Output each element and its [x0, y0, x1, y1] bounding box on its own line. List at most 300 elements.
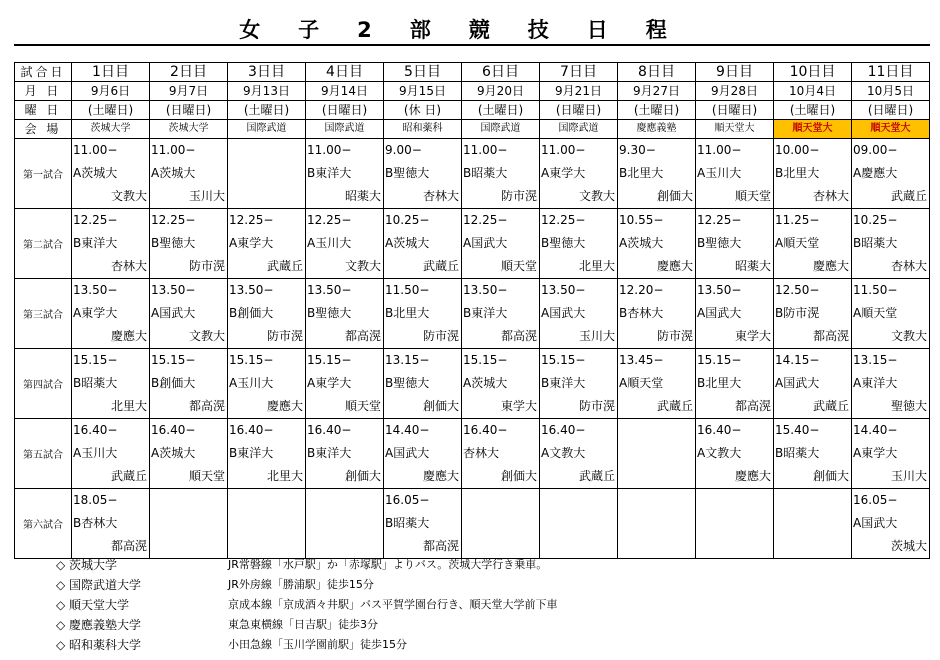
team-b: 慶應大 — [656, 259, 693, 273]
team-a: B聖徳大 — [697, 236, 742, 250]
match-time: 11.25− — [775, 213, 820, 227]
team-b: 順天堂 — [500, 259, 537, 273]
match-cell — [618, 139, 696, 209]
match-time: 16.40− — [73, 423, 118, 437]
match-time: 12.25− — [73, 213, 118, 227]
team-b: 杏林大 — [890, 259, 927, 273]
match-time: 13.50− — [151, 283, 196, 297]
day-cell: 1日目 — [72, 63, 150, 82]
team-b: 都高滉 — [422, 539, 459, 553]
team-a: A国武大 — [775, 376, 820, 390]
date-cell: 9月27日 — [618, 82, 696, 101]
weekday-cell: (日曜日) — [696, 101, 774, 120]
team-b: 聖徳大 — [890, 399, 927, 413]
match-time: 12.20− — [619, 283, 664, 297]
match-time: 14.40− — [853, 423, 898, 437]
team-b: 都高滉 — [188, 399, 225, 413]
note-venue-name: ◇ 昭和薬科大学 — [56, 638, 142, 652]
venue-cell: 国際武道 — [306, 120, 384, 139]
match-cell — [618, 349, 696, 419]
match-time: 10.25− — [853, 213, 898, 227]
match-time: 12.25− — [151, 213, 196, 227]
team-b: 武蔵丘 — [656, 399, 693, 413]
venue-cell: 順天堂大 — [696, 120, 774, 139]
team-a: A順天堂 — [775, 236, 820, 250]
date-cell: 10月4日 — [774, 82, 852, 101]
team-a: B杏林大 — [73, 516, 118, 530]
weekday-cell: (日曜日) — [306, 101, 384, 120]
match-cell — [852, 279, 930, 349]
match-cell — [150, 419, 228, 489]
match-cell — [696, 279, 774, 349]
match-time: 9.00− — [385, 143, 422, 157]
row-label: 会 場 — [15, 120, 72, 139]
match-cell — [306, 349, 384, 419]
team-a: B杏林大 — [619, 306, 664, 320]
note-directions: 東急東横線「日吉駅」徒歩3分 — [228, 618, 378, 631]
team-b: 北里大 — [266, 469, 303, 483]
match-time: 10.00− — [775, 143, 820, 157]
note-row — [56, 595, 916, 615]
match-cell — [384, 489, 462, 559]
match-cell — [618, 279, 696, 349]
match-row — [15, 419, 930, 489]
note-row — [56, 555, 916, 575]
team-b: 文教大 — [110, 189, 147, 203]
team-a: B北里大 — [697, 376, 742, 390]
team-a: A東洋大 — [853, 376, 898, 390]
team-b: 慶應大 — [266, 399, 303, 413]
team-a: A慶應大 — [853, 166, 898, 180]
team-a: B昭薬大 — [463, 166, 508, 180]
team-a: B聖徳大 — [541, 236, 586, 250]
team-a — [618, 442, 695, 465]
match-time — [618, 489, 695, 512]
venue-cell: 国際武道 — [540, 120, 618, 139]
match-cell — [228, 489, 306, 559]
match-cell — [852, 489, 930, 559]
match-cell — [774, 419, 852, 489]
match-cell — [462, 489, 540, 559]
team-a — [696, 512, 773, 535]
team-a: A玉川大 — [73, 446, 118, 460]
team-a: A茨城大 — [73, 166, 118, 180]
match-cell — [540, 209, 618, 279]
match-cell — [462, 139, 540, 209]
weekday-cell: (土曜日) — [72, 101, 150, 120]
day-cell: 5日目 — [384, 63, 462, 82]
match-time: 10.55− — [619, 213, 664, 227]
match-cell — [72, 279, 150, 349]
team-b: 東学大 — [734, 329, 771, 343]
team-a: A東学大 — [229, 236, 274, 250]
note-directions: 小田急線「玉川学園前駅」徒歩15分 — [228, 638, 407, 651]
match-time: 12.25− — [463, 213, 508, 227]
note-venue-name: ◇ 国際武道大学 — [56, 578, 142, 592]
team-b: 創価大 — [422, 399, 459, 413]
team-b: 都高滉 — [500, 329, 537, 343]
team-b: 都高滉 — [110, 539, 147, 553]
match-time: 12.25− — [307, 213, 352, 227]
day-cell: 8日目 — [618, 63, 696, 82]
team-b: 創価大 — [812, 469, 849, 483]
team-a: A東学大 — [307, 376, 352, 390]
team-b: 都高滉 — [734, 399, 771, 413]
match-cell — [774, 209, 852, 279]
match-cell — [228, 419, 306, 489]
team-a: A茨城大 — [151, 166, 196, 180]
weekday-cell: (日曜日) — [150, 101, 228, 120]
date-cell: 10月5日 — [852, 82, 930, 101]
team-a: B創価大 — [229, 306, 274, 320]
team-a — [150, 512, 227, 535]
team-b: 武蔵丘 — [110, 469, 147, 483]
match-time: 16.05− — [385, 493, 430, 507]
match-cell — [696, 209, 774, 279]
page-title: 女子2部競技日程 — [14, 10, 930, 46]
match-cell — [306, 209, 384, 279]
team-a — [618, 512, 695, 535]
team-a — [306, 512, 383, 535]
note-row — [56, 575, 916, 595]
match-cell — [150, 139, 228, 209]
match-cell — [774, 349, 852, 419]
team-a: B聖徳大 — [151, 236, 196, 250]
team-b: 防市滉 — [656, 329, 693, 343]
team-b: 防市滉 — [578, 399, 615, 413]
team-a: B防市滉 — [775, 306, 820, 320]
match-cell — [696, 139, 774, 209]
team-b: 昭薬大 — [734, 259, 771, 273]
match-cell — [852, 349, 930, 419]
match-time: 11.50− — [385, 283, 430, 297]
match-time: 15.15− — [697, 353, 742, 367]
match-cell — [306, 139, 384, 209]
team-a: A国武大 — [463, 236, 508, 250]
team-a: A東学大 — [541, 166, 586, 180]
date-cell: 9月13日 — [228, 82, 306, 101]
date-cell: 9月28日 — [696, 82, 774, 101]
note-directions: 京成本線「京成酒々井駅」バス平賀学園台行き、順天堂大学前下車 — [228, 598, 558, 611]
match-time: 13.50− — [697, 283, 742, 297]
day-cell: 7日目 — [540, 63, 618, 82]
match-time: 9.30− — [619, 143, 656, 157]
team-a — [540, 512, 617, 535]
team-b: 創価大 — [500, 469, 537, 483]
venue-cell: 慶應義塾 — [618, 120, 696, 139]
match-row — [15, 139, 930, 209]
match-time: 15.15− — [229, 353, 274, 367]
match-time — [150, 489, 227, 512]
match-cell — [540, 419, 618, 489]
team-a: A文教大 — [697, 446, 742, 460]
match-cell — [150, 279, 228, 349]
team-b: 北里大 — [110, 399, 147, 413]
day-cell: 11日目 — [852, 63, 930, 82]
team-a: A順天堂 — [619, 376, 664, 390]
team-b: 文教大 — [578, 189, 615, 203]
note-row — [56, 615, 916, 635]
team-a: B昭薬大 — [385, 516, 430, 530]
match-cell — [150, 489, 228, 559]
schedule-table — [14, 62, 930, 559]
team-b: 武蔵丘 — [812, 399, 849, 413]
match-cell — [150, 209, 228, 279]
match-time: 13.50− — [463, 283, 508, 297]
match-time: 16.40− — [697, 423, 742, 437]
match-cell — [150, 349, 228, 419]
date-row — [15, 82, 930, 101]
match-cell — [696, 419, 774, 489]
match-cell — [462, 419, 540, 489]
team-b: 都高滉 — [812, 329, 849, 343]
match-time: 14.15− — [775, 353, 820, 367]
match-cell — [696, 349, 774, 419]
team-a: A国武大 — [385, 446, 430, 460]
venue-cell: 順天堂大 — [774, 120, 852, 139]
match-time: 16.40− — [151, 423, 196, 437]
team-b: 創価大 — [656, 189, 693, 203]
match-cell — [306, 419, 384, 489]
match-row — [15, 209, 930, 279]
match-time: 15.15− — [463, 353, 508, 367]
team-a: B聖徳大 — [385, 166, 430, 180]
team-b: 武蔵丘 — [578, 469, 615, 483]
team-b: 茨城大 — [890, 539, 927, 553]
team-b: 杏林大 — [110, 259, 147, 273]
match-cell — [384, 279, 462, 349]
match-cell — [72, 139, 150, 209]
weekday-cell: (日曜日) — [852, 101, 930, 120]
team-b: 北里大 — [578, 259, 615, 273]
match-label: 第六試合 — [15, 489, 72, 559]
match-time: 11.00− — [697, 143, 742, 157]
match-cell — [228, 349, 306, 419]
match-cell — [228, 279, 306, 349]
match-cell — [306, 279, 384, 349]
team-a — [462, 512, 539, 535]
match-cell — [774, 279, 852, 349]
team-b — [618, 465, 695, 488]
team-b: 都高滉 — [344, 329, 381, 343]
team-a: B東洋大 — [229, 446, 274, 460]
venue-cell: 茨城大学 — [150, 120, 228, 139]
team-a: A玉川大 — [229, 376, 274, 390]
venue-access-notes — [56, 555, 916, 655]
team-a: 杏林大 — [463, 446, 500, 460]
row-label: 月 日 — [15, 82, 72, 101]
match-cell — [540, 489, 618, 559]
day-cell: 4日目 — [306, 63, 384, 82]
team-a: A東学大 — [73, 306, 118, 320]
team-b: 順天堂 — [188, 469, 225, 483]
match-cell — [540, 279, 618, 349]
day-header-row — [15, 63, 930, 82]
day-cell: 6日目 — [462, 63, 540, 82]
venue-cell: 昭和薬科 — [384, 120, 462, 139]
row-label: 試合日 — [15, 63, 72, 82]
team-b: 杏林大 — [422, 189, 459, 203]
match-time: 13.50− — [307, 283, 352, 297]
team-a: B北里大 — [619, 166, 664, 180]
date-cell: 9月7日 — [150, 82, 228, 101]
team-a: A国武大 — [151, 306, 196, 320]
match-time: 16.05− — [853, 493, 898, 507]
match-time: 15.15− — [73, 353, 118, 367]
team-a: B北里大 — [385, 306, 430, 320]
match-time — [696, 489, 773, 512]
match-time: 12.25− — [229, 213, 274, 227]
team-b: 防市滉 — [500, 189, 537, 203]
day-cell: 9日目 — [696, 63, 774, 82]
team-b: 防市滉 — [266, 329, 303, 343]
match-cell — [696, 489, 774, 559]
match-cell — [462, 279, 540, 349]
match-cell — [618, 419, 696, 489]
venue-cell: 茨城大学 — [72, 120, 150, 139]
team-a: B東洋大 — [307, 446, 352, 460]
team-b: 慶應大 — [110, 329, 147, 343]
match-cell — [774, 489, 852, 559]
match-cell — [306, 489, 384, 559]
team-b: 武蔵丘 — [266, 259, 303, 273]
match-cell — [384, 139, 462, 209]
note-row — [56, 635, 916, 655]
weekday-cell: (土曜日) — [774, 101, 852, 120]
match-cell — [462, 349, 540, 419]
match-cell — [228, 139, 306, 209]
team-b: 慶應大 — [734, 469, 771, 483]
team-a: B創価大 — [151, 376, 196, 390]
match-time: 15.15− — [307, 353, 352, 367]
note-directions: JR常磐線「水戸駅」か「赤塚駅」よりバス。茨城大学行き乗車。 — [228, 558, 548, 571]
team-b: 文教大 — [188, 329, 225, 343]
team-a: A玉川大 — [307, 236, 352, 250]
team-b: 順天堂 — [344, 399, 381, 413]
match-time: 15.40− — [775, 423, 820, 437]
note-directions: JR外房線「勝浦駅」徒歩15分 — [228, 578, 374, 591]
team-a: B昭薬大 — [853, 236, 898, 250]
row-label: 曜 日 — [15, 101, 72, 120]
match-label: 第一試合 — [15, 139, 72, 209]
match-cell — [72, 419, 150, 489]
team-a: A茨城大 — [151, 446, 196, 460]
match-time: 12.50− — [775, 283, 820, 297]
match-cell — [228, 209, 306, 279]
team-a: A茨城大 — [385, 236, 430, 250]
team-a: B東洋大 — [307, 166, 352, 180]
venue-row — [15, 120, 930, 139]
match-time: 13.50− — [73, 283, 118, 297]
match-time — [540, 489, 617, 512]
match-time — [228, 139, 305, 162]
match-time — [462, 489, 539, 512]
team-b: 慶應大 — [812, 259, 849, 273]
match-time: 14.40− — [385, 423, 430, 437]
day-cell: 10日目 — [774, 63, 852, 82]
match-cell — [774, 139, 852, 209]
match-cell — [618, 489, 696, 559]
weekday-cell: (土曜日) — [462, 101, 540, 120]
match-row — [15, 349, 930, 419]
match-time: 15.15− — [151, 353, 196, 367]
weekday-cell: (日曜日) — [540, 101, 618, 120]
team-a: A玉川大 — [697, 166, 742, 180]
date-cell: 9月15日 — [384, 82, 462, 101]
match-label: 第三試合 — [15, 279, 72, 349]
match-time: 11.00− — [541, 143, 586, 157]
match-cell — [384, 209, 462, 279]
match-cell — [852, 209, 930, 279]
weekday-cell: (土曜日) — [618, 101, 696, 120]
match-time: 11.00− — [463, 143, 508, 157]
team-a: A順天堂 — [853, 306, 898, 320]
match-cell — [72, 209, 150, 279]
match-time: 13.45− — [619, 353, 664, 367]
team-a: A国武大 — [541, 306, 586, 320]
match-label: 第四試合 — [15, 349, 72, 419]
venue-cell: 順天堂大 — [852, 120, 930, 139]
note-venue-name: ◇ 茨城大学 — [56, 558, 118, 572]
match-time — [774, 489, 851, 512]
match-time — [306, 489, 383, 512]
team-b: 武蔵丘 — [422, 259, 459, 273]
match-time: 16.40− — [307, 423, 352, 437]
match-time: 16.40− — [229, 423, 274, 437]
note-venue-name: ◇ 順天堂大学 — [56, 598, 130, 612]
match-time: 12.25− — [541, 213, 586, 227]
match-time: 16.40− — [463, 423, 508, 437]
match-time: 15.15− — [541, 353, 586, 367]
team-b: 武蔵丘 — [890, 189, 927, 203]
match-cell — [72, 349, 150, 419]
team-a: A茨城大 — [463, 376, 508, 390]
date-cell: 9月20日 — [462, 82, 540, 101]
match-time: 11.50− — [853, 283, 898, 297]
match-time: 13.50− — [541, 283, 586, 297]
team-a: B東洋大 — [73, 236, 118, 250]
team-a — [774, 512, 851, 535]
team-a: B北里大 — [775, 166, 820, 180]
date-cell: 9月14日 — [306, 82, 384, 101]
team-a — [228, 512, 305, 535]
match-cell — [852, 139, 930, 209]
venue-cell: 国際武道 — [228, 120, 306, 139]
team-b: 玉川大 — [890, 469, 927, 483]
match-time: 16.40− — [541, 423, 586, 437]
match-time — [618, 419, 695, 442]
team-b: 玉川大 — [188, 189, 225, 203]
match-cell — [852, 419, 930, 489]
team-a: A文教大 — [541, 446, 586, 460]
match-time: 09.00− — [853, 143, 898, 157]
match-time: 11.00− — [73, 143, 118, 157]
team-b: 創価大 — [344, 469, 381, 483]
team-a — [228, 162, 305, 185]
team-b: 文教大 — [890, 329, 927, 343]
weekday-cell: (土曜日) — [228, 101, 306, 120]
date-cell: 9月6日 — [72, 82, 150, 101]
team-a: B昭薬大 — [73, 376, 118, 390]
team-a: B東洋大 — [541, 376, 586, 390]
match-time: 13.15− — [385, 353, 430, 367]
match-cell — [384, 349, 462, 419]
team-a: B聖徳大 — [385, 376, 430, 390]
day-cell: 3日目 — [228, 63, 306, 82]
team-b: 防市滉 — [188, 259, 225, 273]
weekday-cell: (休 日) — [384, 101, 462, 120]
team-b: 杏林大 — [812, 189, 849, 203]
